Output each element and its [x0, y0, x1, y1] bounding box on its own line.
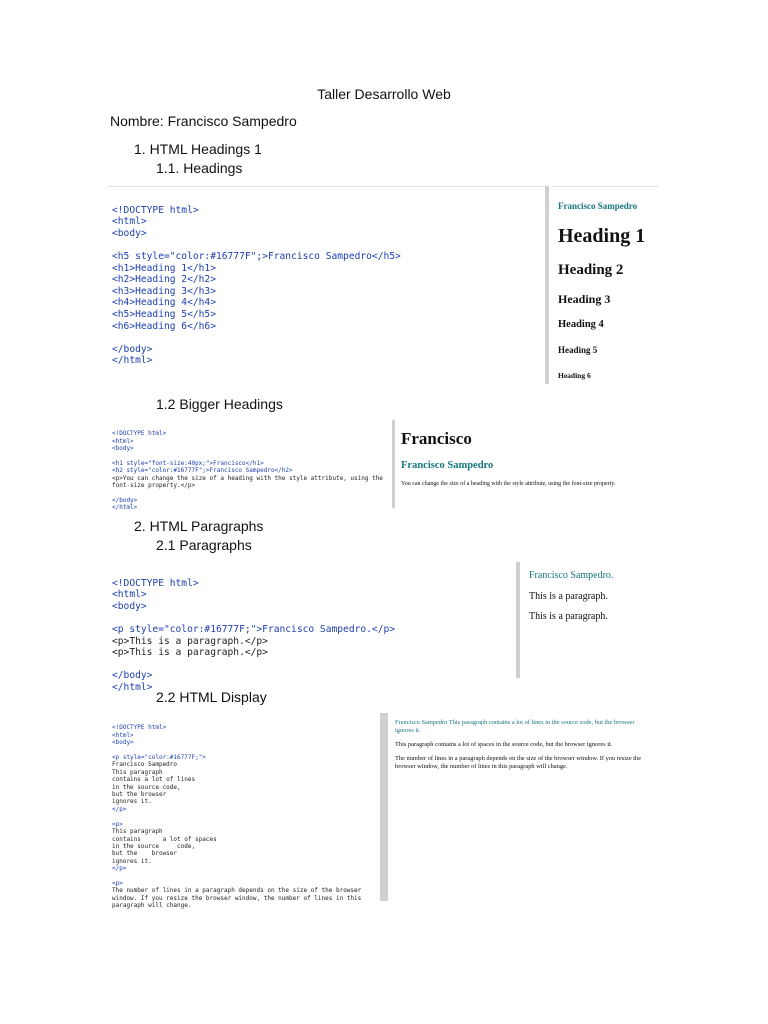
scrollbar [392, 420, 395, 508]
code-block: <!DOCTYPE html> <html> <body> <h1 style="font-size:40px;">Francisco</h1> <h2 style="color:#16777F";>Francisco Sampedro</h2> <p>You can change the size of a heading with the style attribute, using the font-size property.</p> </body> </html> [112, 430, 383, 512]
output-heading-1: Heading 1 [558, 225, 646, 247]
document-title: Taller Desarrollo Web [317, 86, 451, 102]
output-h5-colored: Francisco Sampedro [558, 201, 638, 211]
section-1-1-heading: 1.1. Headings [156, 160, 243, 176]
output-heading-5: Heading 5 [558, 345, 598, 355]
section-1-heading: 1. HTML Headings 1 [134, 141, 262, 157]
code-block: <!DOCTYPE html> <html> <body> <p style="color:#16777F;"> Francisco Sampedro This paragraph contains a lot of lines in the source code, but the browser ignores it. </p> <p> This paragraph contains a lot of spaces in the source code, but the browser ignores it. </p> <p> The number of lines in a paragraph depends on the size of the browser window. If you resize the browser window, the number of lines in this paragraph will change. [112, 724, 362, 910]
output-paragraph-1: This is a paragraph. [529, 591, 608, 602]
scrollbar [545, 186, 549, 384]
output-display-paragraph-2: This paragraph contains a lot of spaces in the source code, but the browser ignores it. [395, 741, 613, 748]
output-colored-paragraph: Francisco Sampedro. [529, 570, 614, 581]
output-heading-2: Heading 2 [558, 262, 624, 278]
code-block: <!DOCTYPE html> <html> <body> <h5 style="color:#16777F";>Francisco Sampedro</h5> <h1>Heading 1</h1> <h2>Heading 2</h2> <h3>Heading 3</h3> <h4>Heading 4</h4> <h5>Heading 5</h5> <h6>Heading 6</h6> </body> </html> [112, 204, 401, 367]
paragraphs-code-screenshot [108, 562, 516, 693]
output-big-heading: Francisco [401, 429, 472, 448]
output-display-paragraph-3: The number of lines in a paragraph depends on the size of the browser window. If you resize the browser window, the number of lines in this paragraph will change. [395, 755, 642, 770]
author-label: Nombre [110, 113, 160, 129]
output-colored-heading: Francisco Sampedro [401, 460, 494, 471]
output-heading-6: Heading 6 [558, 371, 591, 380]
scrollbar [380, 713, 388, 901]
display-code-screenshot [108, 713, 380, 910]
author-name: Francisco Sampedro [167, 113, 297, 129]
output-display-paragraph-1: Francisco Sampedro This paragraph contains a lot of lines in the source code, but the browser ignores it. [395, 719, 635, 734]
paragraphs-output-screenshot [522, 562, 658, 678]
bigger-headings-output-screenshot [396, 420, 658, 508]
scrollbar [516, 562, 520, 678]
output-paragraph: You can change the size of a heading with the style attribute, using the font-size property. [401, 481, 616, 487]
output-heading-4: Heading 4 [558, 319, 604, 330]
section-1-2-heading: 1.2 Bigger Headings [156, 396, 283, 412]
section-2-2-heading: 2.2 HTML Display [156, 689, 267, 705]
bigger-headings-code-screenshot [108, 420, 392, 512]
output-heading-3: Heading 3 [558, 292, 611, 306]
headings-code-screenshot [108, 186, 548, 384]
output-paragraph-2: This is a paragraph. [529, 611, 608, 622]
headings-output-screenshot [552, 186, 658, 384]
display-output-screenshot [390, 713, 658, 797]
author-line: Nombre: Francisco Sampedro [110, 113, 297, 129]
code-block: <!DOCTYPE html> <html> <body> <p style="color:#16777F;">Francisco Sampedro.</p> <p>This is a paragraph.</p> <p>This is a paragraph.</p> </body> </html> [112, 577, 396, 693]
section-2-heading: 2. HTML Paragraphs [134, 518, 264, 534]
section-2-1-heading: 2.1 Paragraphs [156, 537, 252, 553]
